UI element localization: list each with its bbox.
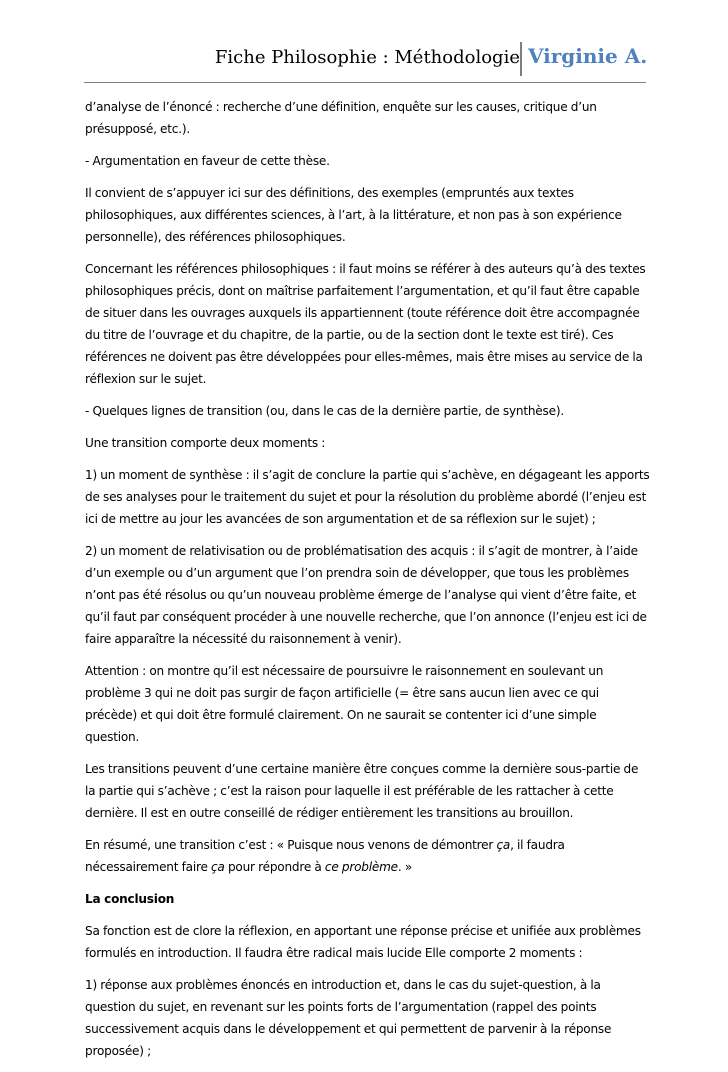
summary-emphasis: ça <box>496 838 511 852</box>
header-author: Virginie A. <box>528 44 648 68</box>
paragraph: Attention : on montre qu’il est nécessaire de poursuivre le raisonnement en soulevant un problème 3 qui ne doit pas surgir de façon artificielle (= être sans aucun lien avec ce qui précède) et qui doit être formulé clairement. On ne saurait se contenter ici d’une simple question. <box>85 664 604 744</box>
paragraph: Concernant les références philosophiques : il faut moins se référer à des auteurs qu’à des textes philosophiques précis, dont on maîtrise parfaitement l’argumentation, et qu’il faut être capable de situer dans les ouvrages auxquels ils appartiennent (toute référence doit être accompagnée du titre de l’ouvrage et du chapitre, de la partie, ou de la section dont le texte est tiré). Ces références ne doivent pas être développées pour elles-mêmes, mais être mises au service de la réflexion sur le sujet. <box>85 262 646 386</box>
header-rule <box>84 82 646 83</box>
summary-text: . » <box>397 860 413 874</box>
paragraph: - Quelques lignes de transition (ou, dans le cas de la dernière partie, de synthèse). <box>85 404 564 418</box>
header-divider <box>520 42 522 76</box>
summary-paragraph <box>85 834 650 878</box>
header-title: Fiche Philosophie : Méthodologie <box>214 47 520 68</box>
paragraph: 2) un moment de relativisation ou de problématisation des acquis : il s’agit de montrer, à l’aide d’un exemple ou d’un argument que l’on prendra soin de développer, que tous les problèmes n’ont pas été résolus ou qu’un nouveau problème émerge de l’analyse qui vient d’être faite, et qu’il faut par conséquent procéder à une nouvelle recherche, que l’on annonce (l’enjeu est ici de faire apparaître la nécessité du raisonnement à venir). <box>85 544 647 646</box>
paragraph: Sa fonction est de clore la réflexion, en apportant une réponse précise et unifiée aux problèmes formulés en introduction. Il faudra être radical mais lucide Elle comporte 2 moments : <box>85 924 641 960</box>
page-header <box>0 36 728 80</box>
summary-emphasis: ça <box>211 860 225 874</box>
summary-emphasis: ce problème <box>324 860 398 874</box>
paragraph: - Argumentation en faveur de cette thèse. <box>85 154 330 168</box>
paragraph: d’analyse de l’énoncé : recherche d’une définition, enquête sur les causes, critique d’un présupposé, etc.). <box>85 100 597 136</box>
summary-text: pour répondre à <box>224 860 325 874</box>
paragraph: 1) réponse aux problèmes énoncés en introduction et, dans le cas du sujet-question, à la question du sujet, en revenant sur les points forts de l’argumentation (rappel des points successivement acquis dans le développement et qui permettent de parvenir à la réponse proposée) ; <box>85 978 612 1058</box>
summary-text: En résumé, une transition c’est : « Puisque nous venons de démontrer <box>85 838 497 852</box>
section-heading: La conclusion <box>85 892 175 906</box>
paragraph: Il convient de s’appuyer ici sur des définitions, des exemples (empruntés aux textes philosophiques, aux différentes sciences, à l’art, à la littérature, et non pas à son expérience personnelle), des références philosophiques. <box>85 186 622 244</box>
document-body <box>85 96 650 1072</box>
paragraph: 1) un moment de synthèse : il s’agit de conclure la partie qui s’achève, en dégageant les apports de ses analyses pour le traitement du sujet et pour la résolution du problème abordé (l’enjeu est ici de mettre au jour les avancées de son argumentation et de sa réflexion sur le sujet) ; <box>85 468 650 526</box>
summary-text: , il faudra nécessairement faire <box>85 838 565 874</box>
paragraph: Les transitions peuvent d’une certaine manière être conçues comme la dernière sous-partie de la partie qui s’achève ; c’est la raison pour laquelle il est préférable de les rattacher à cette dernière. Il est en outre conseillé de rédiger entièrement les transitions au brouillon. <box>85 762 639 820</box>
paragraph: Une transition comporte deux moments : <box>85 436 326 450</box>
